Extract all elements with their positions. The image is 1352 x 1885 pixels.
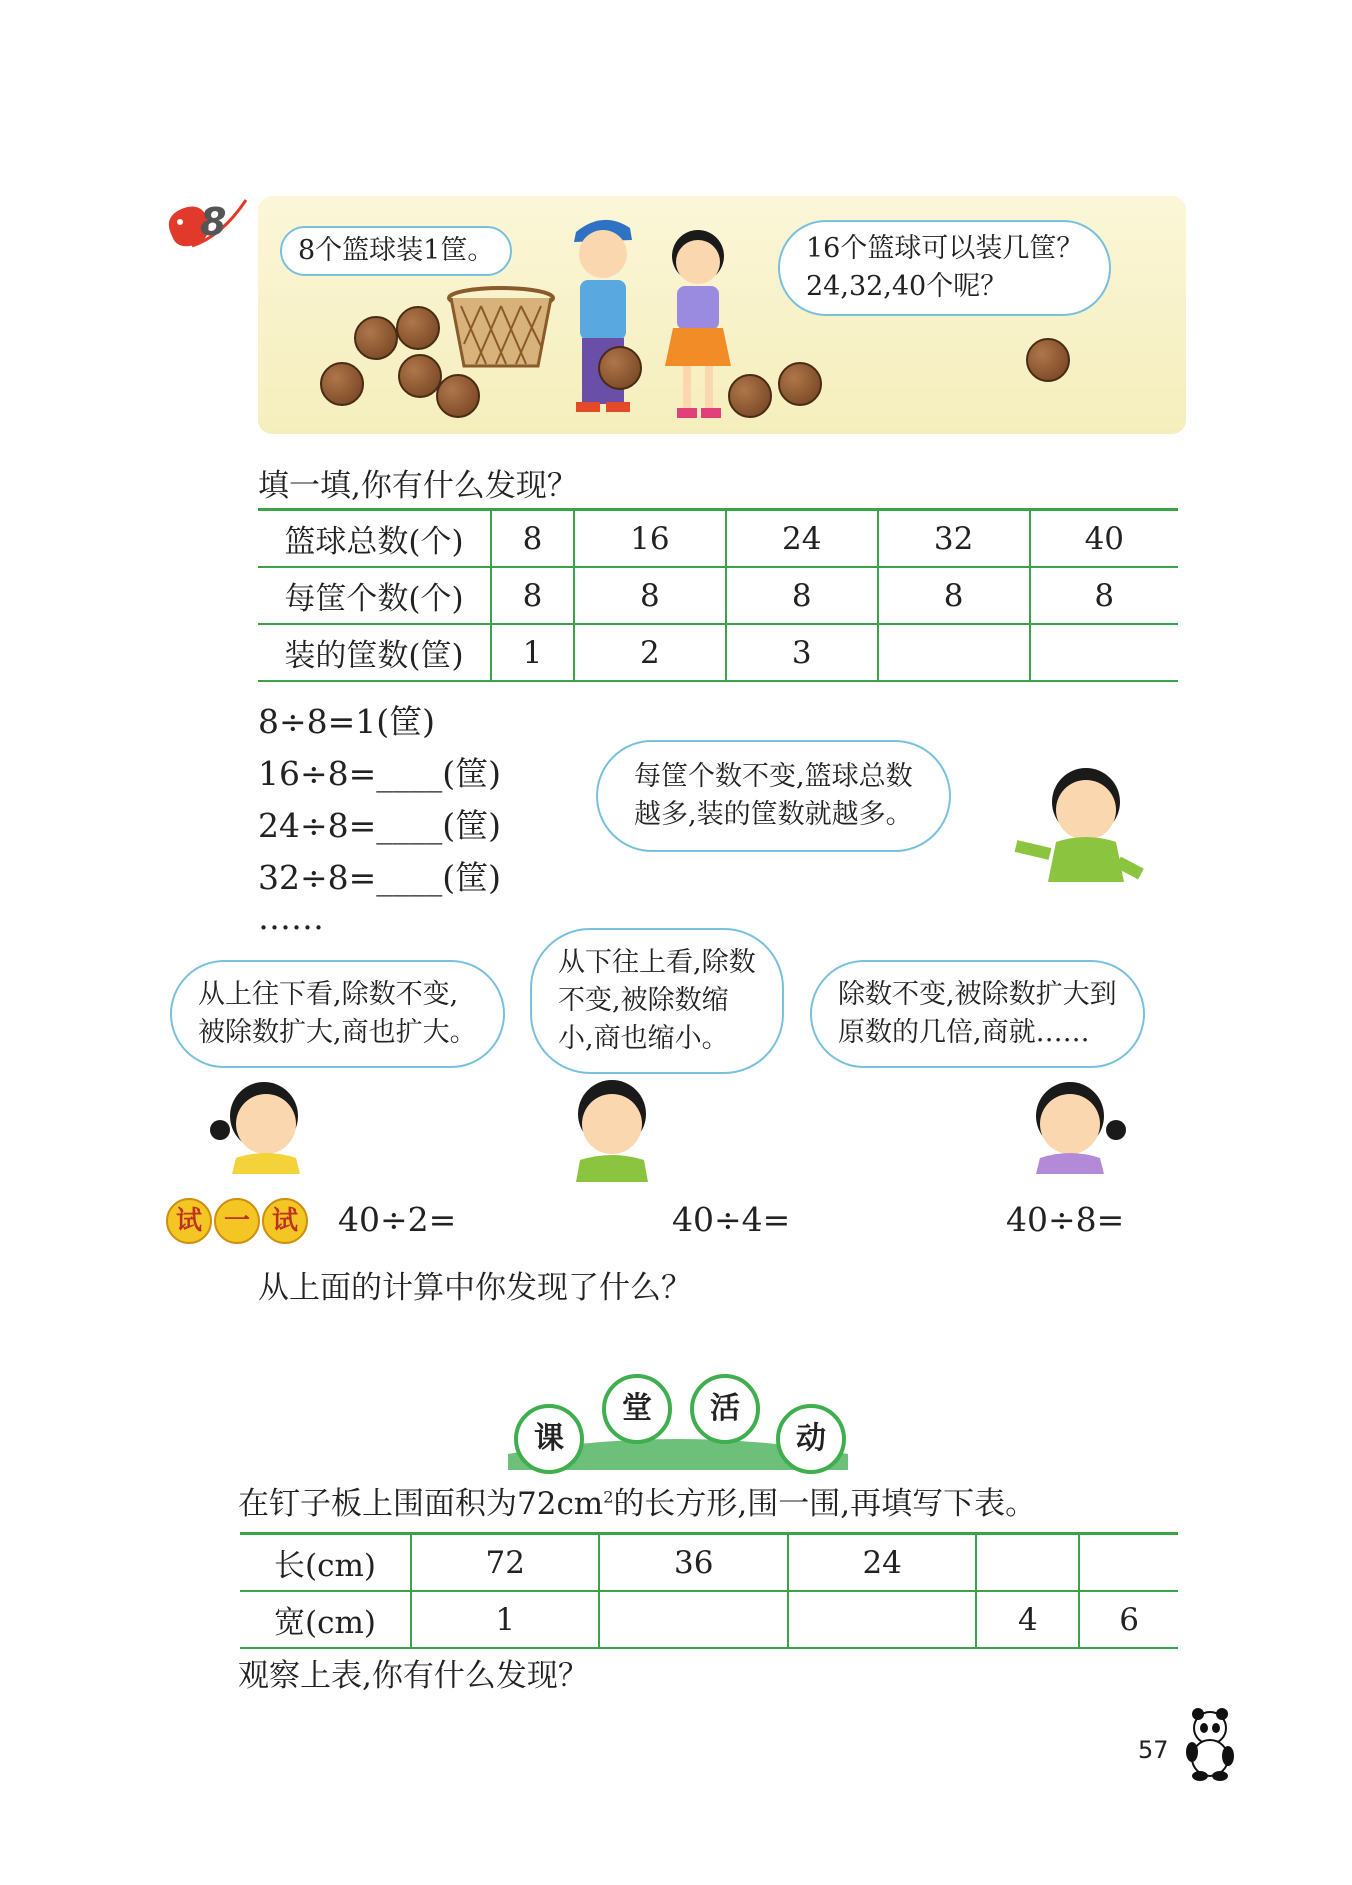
table-cell: 2 [574, 624, 726, 681]
table-cell: 16 [574, 510, 726, 568]
ellipsis: …… [258, 898, 324, 937]
table-cell: 32 [878, 510, 1030, 568]
try-it-char: 一 [214, 1198, 260, 1244]
speech-bubble-boy-2: 每筐个数不变,篮球总数 越多,装的筐数就越多。 [596, 740, 951, 852]
fill-prompt: 填一填,你有什么发现？ [258, 468, 578, 504]
basketball-icon [354, 316, 398, 360]
try-it-char: 试 [262, 1198, 308, 1244]
activity-char: 堂 [602, 1374, 672, 1444]
try-it-char: 试 [166, 1198, 212, 1244]
basketball-icon [1026, 338, 1070, 382]
table-row [240, 1534, 1178, 1592]
try-question: 从上面的计算中你发现了什么？ [258, 1270, 692, 1306]
table-cell: 40 [1030, 510, 1178, 568]
boy-figure-icon [558, 210, 648, 424]
boy-face-icon [1006, 762, 1146, 896]
basketball-icon [778, 362, 822, 406]
example-number: 8 [200, 200, 227, 244]
table-cell: 24 [788, 1534, 976, 1592]
table-cell: 4 [976, 1591, 1079, 1648]
table-cell: 8 [491, 510, 574, 568]
row-label: 宽(cm) [240, 1591, 411, 1648]
table-row [258, 510, 1178, 568]
answer-blank[interactable]: ____ [376, 754, 443, 793]
table-cell[interactable] [976, 1534, 1079, 1592]
speech-bubble-girl-2: 除数不变,被除数扩大到 原数的几倍,商就…… [810, 960, 1145, 1068]
basketball-table [258, 508, 1178, 682]
answer-blank[interactable]: ____ [376, 858, 443, 897]
table-row [258, 567, 1178, 624]
activity-char: 活 [690, 1374, 760, 1444]
basketball-icon [436, 374, 480, 418]
boy-face-icon [562, 1074, 662, 1188]
activity-instruction: 在钉子板上围面积为$72cm^2$的长方形,围一围,再填写下表。 [238, 1486, 1037, 1522]
table-cell[interactable] [878, 624, 1030, 681]
panda-icon [1180, 1706, 1240, 1786]
speech-bubble-girl: 16个篮球可以装几筐？ 24,32,40个呢？ [778, 220, 1111, 316]
equation-line: 32÷8=____(筐) [258, 858, 502, 897]
try-it-tag [166, 1198, 308, 1244]
try-equation: 40÷2= [338, 1200, 457, 1239]
table-cell: 8 [726, 567, 878, 624]
basketball-icon [728, 374, 772, 418]
table-cell[interactable] [599, 1591, 787, 1648]
table-cell: 1 [411, 1591, 599, 1648]
row-label: 篮球总数(个) [258, 510, 491, 568]
equation-line: 16÷8=____(筐) [258, 754, 502, 793]
equation-line: 24÷8=____(筐) [258, 806, 502, 845]
basketball-icon [396, 306, 440, 350]
table-row [240, 1591, 1178, 1648]
table-cell: 36 [599, 1534, 787, 1592]
equation-line: 8÷8=1(筐) [258, 702, 436, 741]
activity-char: 动 [776, 1404, 846, 1474]
row-label: 长(cm) [240, 1534, 411, 1592]
table-cell: 3 [726, 624, 878, 681]
table-cell: 8 [574, 567, 726, 624]
table-cell[interactable] [1079, 1534, 1178, 1592]
activity-char: 课 [514, 1404, 584, 1474]
try-equation: 40÷8= [1006, 1200, 1125, 1239]
table-cell: 1 [491, 624, 574, 681]
table-cell: 8 [491, 567, 574, 624]
speech-bubble-boy-3: 从下往上看,除数 不变,被除数缩 小,商也缩小。 [530, 928, 784, 1074]
rectangle-table [240, 1532, 1178, 1649]
final-question: 观察上表,你有什么发现？ [238, 1658, 589, 1694]
table-cell: 8 [1030, 567, 1178, 624]
table-row [258, 624, 1178, 681]
table-cell: 72 [411, 1534, 599, 1592]
table-cell[interactable] [1030, 624, 1178, 681]
page-number: 57 [1138, 1736, 1169, 1764]
table-cell[interactable] [788, 1591, 976, 1648]
speech-bubble-boy: 8个篮球装1筐。 [280, 226, 512, 276]
example-number-badge [162, 196, 248, 258]
answer-blank[interactable]: ____ [376, 806, 443, 845]
illustration-panel [258, 196, 1186, 434]
row-label: 每筐个数(个) [258, 567, 491, 624]
basketball-icon [598, 346, 642, 390]
girl-face-icon [206, 1074, 316, 1178]
row-label: 装的筐数(筐) [258, 624, 491, 681]
table-cell: 24 [726, 510, 878, 568]
basket-icon [446, 286, 556, 376]
girl-face-icon [1020, 1074, 1130, 1178]
table-cell: 8 [878, 567, 1030, 624]
table-cell: 6 [1079, 1591, 1178, 1648]
basketball-icon [320, 362, 364, 406]
class-activity-title [508, 1374, 848, 1474]
try-equation: 40÷4= [672, 1200, 791, 1239]
speech-bubble-girl-1: 从上往下看,除数不变, 被除数扩大,商也扩大。 [170, 960, 505, 1068]
